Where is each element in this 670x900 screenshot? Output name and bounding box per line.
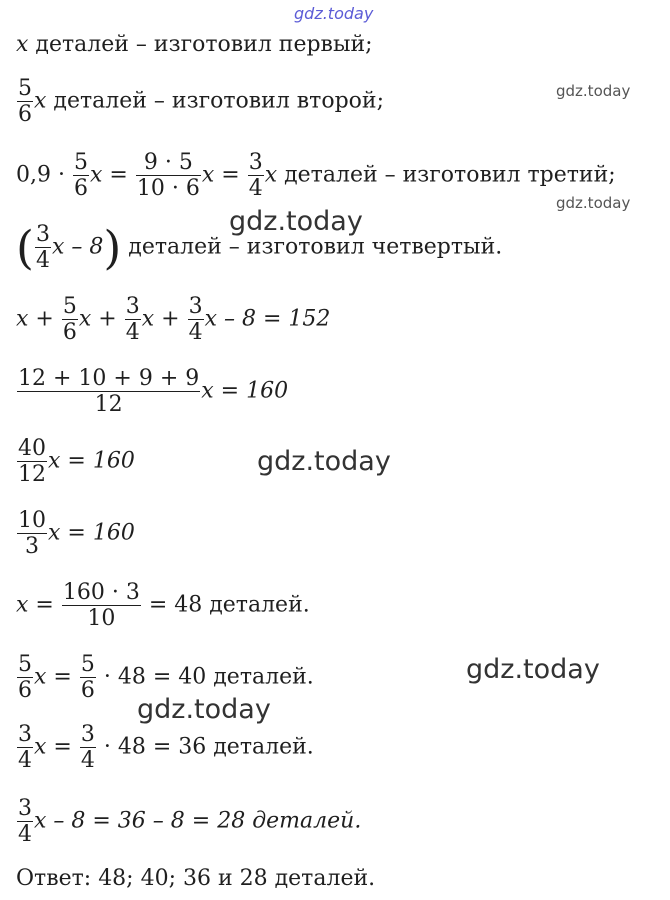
line-second-worker bbox=[16, 76, 384, 127]
fraction: $\frac{5}{6}$ bbox=[62, 294, 77, 345]
solution-x: x = $\frac{160 \cdot 3}{10}$ = 48 деталей. bbox=[16, 580, 310, 631]
fraction: $\frac{5}{6}$ bbox=[18, 652, 32, 703]
line-text: деталей – изготовил второй; bbox=[53, 88, 384, 114]
fraction: $\frac{3}{4}$ bbox=[248, 150, 263, 201]
fraction: $\frac{12 + 10 + 9 + 9}{12}$ bbox=[18, 366, 200, 417]
equation-10-3: $\frac{10}{3}$ x = 160 bbox=[18, 508, 135, 559]
line-fourth-worker: ( $\frac{3}{4}$ x – 8) деталей – изготовил четвертый. bbox=[16, 220, 503, 275]
fraction: $\frac{3}{4}$ bbox=[18, 722, 32, 773]
fraction: $\frac{5}{6}$ bbox=[18, 76, 32, 127]
fraction: $\frac{5}{6}$ bbox=[73, 150, 88, 201]
watermark-big-4: gdz.today bbox=[137, 694, 271, 725]
watermark-big-3: gdz.today bbox=[466, 654, 600, 685]
answer-text: Ответ: 48; 40; 36 и 28 деталей. bbox=[16, 866, 376, 891]
fraction: $\frac{9 \cdot 5}{10 \cdot 6}$ bbox=[136, 150, 200, 201]
fraction: $\frac{3}{4}$ bbox=[35, 222, 50, 273]
answer-line bbox=[16, 866, 375, 892]
fraction: $\frac{40}{12}$ bbox=[18, 436, 46, 487]
watermark-top: gdz.today bbox=[294, 4, 374, 23]
equation-40-12: $\frac{40}{12}$ x = 160 bbox=[18, 436, 135, 487]
open-paren: ( bbox=[16, 220, 34, 275]
fraction: $\frac{10}{3}$ bbox=[18, 508, 46, 559]
watermark-side-1: gdz.today bbox=[556, 82, 631, 100]
result-fourth: $\frac{3}{4}$ x – 8 = 36 – 8 = 28 деталей. bbox=[18, 796, 362, 847]
fraction: $\frac{3}{4}$ bbox=[18, 796, 32, 847]
var-x: x bbox=[16, 32, 29, 57]
line-text: деталей – изготовил третий; bbox=[284, 162, 616, 188]
result-third: $\frac{3}{4}$ x = $\frac{3}{4}$ · 48 = 36 деталей. bbox=[18, 722, 314, 773]
watermark-big-2: gdz.today bbox=[257, 446, 391, 477]
equation-sum: x + $\frac{5}{6}$ x + $\frac{3}{4}$ x + $\frac{3}{4}$ x – 8 = 152 bbox=[16, 294, 331, 345]
fraction: $\frac{160 \cdot 3}{10}$ bbox=[62, 580, 140, 631]
equation-combined: $\frac{12 + 10 + 9 + 9}{12}$ x = 160 bbox=[18, 366, 289, 417]
result-second: $\frac{5}{6}$ x = $\frac{5}{6}$ · 48 = 40 деталей. bbox=[18, 652, 314, 703]
line-text: деталей – изготовил четвертый. bbox=[128, 234, 503, 260]
fraction: $\frac{3}{4}$ bbox=[125, 294, 140, 345]
line-first-worker bbox=[16, 32, 373, 58]
fraction: $\frac{3}{4}$ bbox=[188, 294, 203, 345]
var-x: x bbox=[34, 88, 47, 114]
watermark-big-1: gdz.today bbox=[229, 206, 363, 237]
line-text: деталей – изготовил первый; bbox=[35, 32, 373, 57]
close-paren: ) bbox=[103, 220, 122, 275]
line-third-worker: 0,9 · $\frac{5}{6}$ x = $\frac{9 \cdot 5}{10 \cdot 6}$ x = $\frac{3}{4}$ x деталей – изготовил третий; bbox=[16, 150, 616, 201]
fraction: $\frac{3}{4}$ bbox=[80, 722, 95, 773]
fraction: $\frac{5}{6}$ bbox=[80, 652, 95, 703]
coefficient: 0,9 · bbox=[16, 162, 65, 188]
watermark-side-2: gdz.today bbox=[556, 194, 631, 212]
